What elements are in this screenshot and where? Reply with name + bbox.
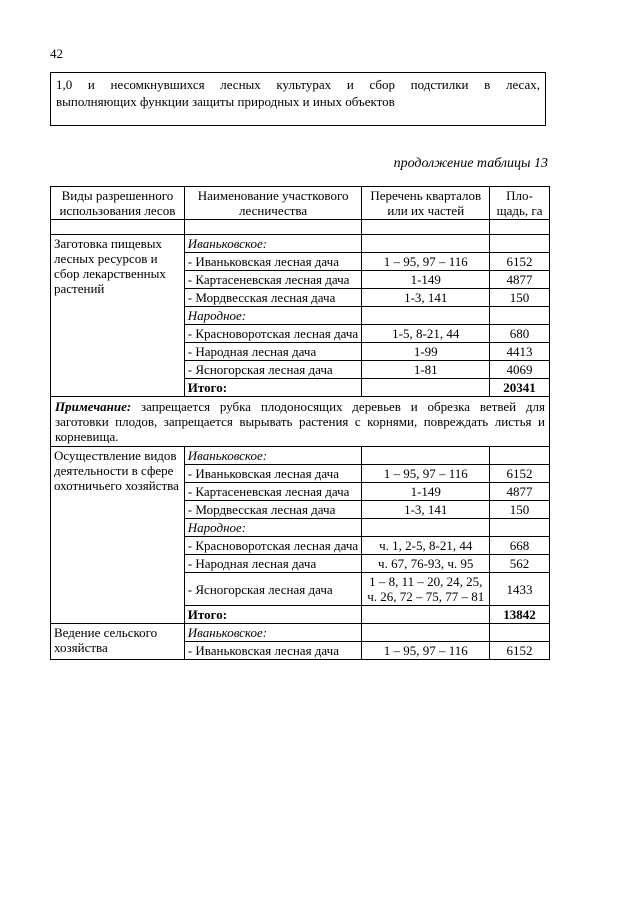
forest-name: - Ясногорская лесная дача — [184, 361, 362, 379]
top-text-line2: выполняющих функции защиты природных и иных объектов — [56, 94, 395, 109]
note-label: Примечание: — [55, 399, 132, 414]
area: 562 — [490, 555, 550, 573]
area: 1433 — [490, 573, 550, 606]
table-continuation-caption: продолжение таблицы 13 — [393, 156, 548, 171]
forest-name: - Ясногорская лесная дача — [184, 573, 362, 606]
forest-name: - Народная лесная дача — [184, 343, 362, 361]
area: 680 — [490, 325, 550, 343]
region-label: Народное: — [184, 307, 362, 325]
quarters: 1-5, 8-21, 44 — [362, 325, 490, 343]
table-row — [51, 447, 550, 465]
area: 4877 — [490, 483, 550, 501]
top-text-box — [50, 72, 546, 126]
forest-name: - Красноворотская лесная дача — [184, 325, 362, 343]
spacer-row — [51, 220, 550, 235]
forest-name: - Иваньковская лесная дача — [184, 642, 362, 660]
activity-cell: Осуществление видов деятельности в сфере охотничьего хозяйства — [51, 447, 185, 624]
page-number: 42 — [50, 46, 63, 61]
quarters: 1-149 — [362, 483, 490, 501]
area: 6152 — [490, 465, 550, 483]
region-label: Иваньковское: — [184, 447, 362, 465]
area: 6152 — [490, 642, 550, 660]
table-row — [51, 624, 550, 642]
forest-name: - Мордвесская лесная дача — [184, 501, 362, 519]
area: 6152 — [490, 253, 550, 271]
top-text-line1: 1,0 и несомкнувшихся лесных культурах и сбор подстилки в лесах, — [56, 77, 540, 92]
forest-name: - Картасеневская лесная дача — [184, 271, 362, 289]
forest-name: - Иваньковская лесная дача — [184, 465, 362, 483]
header-forestry-name: Наименование участкового лесничества — [184, 187, 362, 220]
note-row — [51, 397, 550, 447]
quarters: 1 – 8, 11 – 20, 24, 25, ч. 26, 72 – 75, 77 – 81 — [362, 573, 490, 606]
quarters: 1-99 — [362, 343, 490, 361]
total-label: Итого: — [184, 606, 362, 624]
area: 4069 — [490, 361, 550, 379]
total-label: Итого: — [184, 379, 362, 397]
header-area: Пло-щадь, га — [490, 187, 550, 220]
note-cell — [51, 397, 550, 447]
area: 150 — [490, 501, 550, 519]
area: 4877 — [490, 271, 550, 289]
header-quarters: Перечень кварталов или их частей — [362, 187, 490, 220]
forest-name: - Красноворотская лесная дача — [184, 537, 362, 555]
forest-use-table — [50, 186, 550, 660]
forest-name: - Картасеневская лесная дача — [184, 483, 362, 501]
note-text: запрещается рубка плодоносящих деревьев и обрезка ветвей для заготовки плодов, запрещается вырывать растения с корнями, повреждать листья и корневища. — [55, 399, 545, 444]
region-label: Иваньковское: — [184, 624, 362, 642]
quarters: ч. 67, 76-93, ч. 95 — [362, 555, 490, 573]
forest-name: - Народная лесная дача — [184, 555, 362, 573]
table-header-row — [51, 187, 550, 220]
quarters: 1 – 95, 97 – 116 — [362, 253, 490, 271]
quarters: 1-81 — [362, 361, 490, 379]
region-label: Народное: — [184, 519, 362, 537]
region-label: Иваньковское: — [184, 235, 362, 253]
quarters: 1-3, 141 — [362, 289, 490, 307]
quarters: 1-3, 141 — [362, 501, 490, 519]
area: 4413 — [490, 343, 550, 361]
forest-name: - Иваньковская лесная дача — [184, 253, 362, 271]
area: 150 — [490, 289, 550, 307]
header-use-type: Виды разрешенного использования лесов — [51, 187, 185, 220]
quarters: 1 – 95, 97 – 116 — [362, 465, 490, 483]
area: 668 — [490, 537, 550, 555]
total-area: 13842 — [490, 606, 550, 624]
activity-cell: Ведение сельского хозяйства — [51, 624, 185, 660]
activity-cell: Заготовка пищевых лесных ресурсов и сбор лекарственных растений — [51, 235, 185, 397]
quarters: 1-149 — [362, 271, 490, 289]
quarters: 1 – 95, 97 – 116 — [362, 642, 490, 660]
forest-name: - Мордвесская лесная дача — [184, 289, 362, 307]
table-row — [51, 235, 550, 253]
quarters: ч. 1, 2-5, 8-21, 44 — [362, 537, 490, 555]
total-area: 20341 — [490, 379, 550, 397]
